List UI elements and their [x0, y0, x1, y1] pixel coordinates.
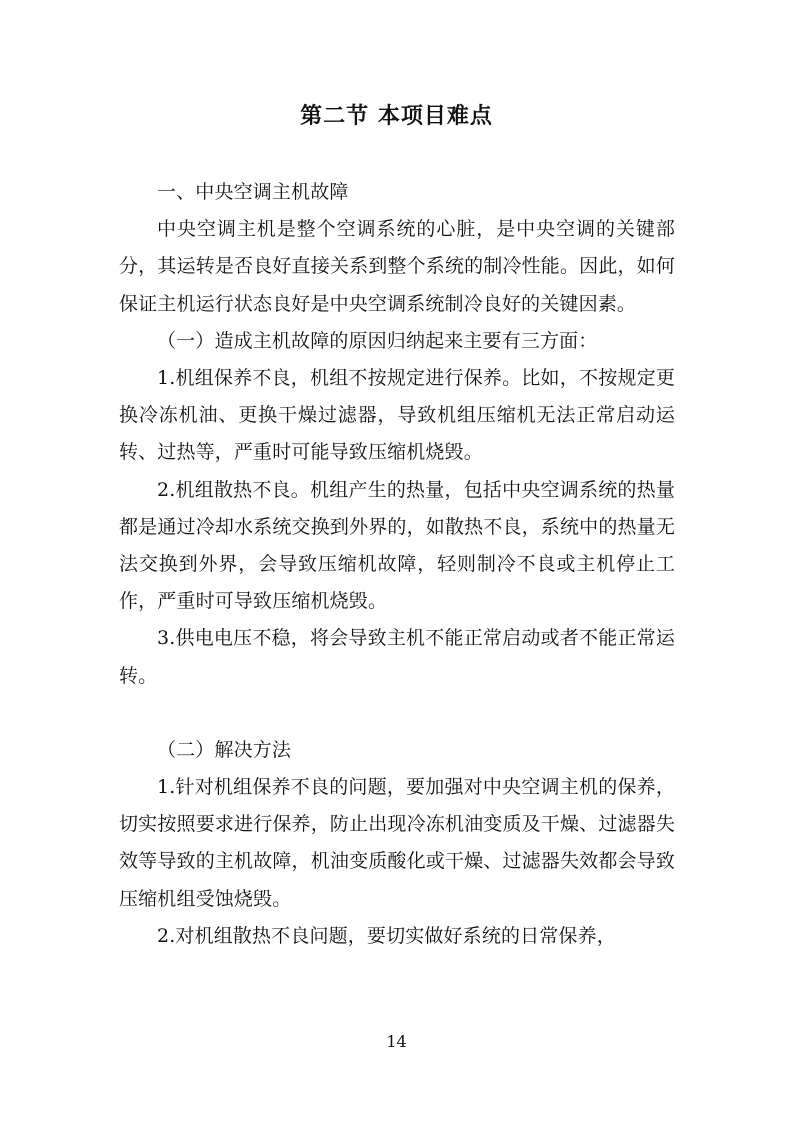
paragraph-fault-causes-heading: （一）造成主机故障的原因归纳起来主要有三方面： [157, 329, 598, 352]
body-text [119, 174, 675, 955]
blank-line [119, 695, 675, 732]
paragraph-cause-maintenance: 1.机组保养不良，机组不按规定进行保养。比如，不按规定更换冷冻机油、更换干燥过滤器，导致机组压缩机无法正常启动运转、过热等，严重时可能导致压缩机烧毁。 [119, 367, 675, 464]
paragraph-cause-heat-dissipation: 2.机组散热不良。机组产生的热量，包括中央空调系统的热量都是通过冷却水系统交换到外界的，如散热不良，系统中的热量无法交换到外界，会导致压缩机故障，轻则制冷不良或主机停止工作，严重时可导致压缩机烧毁。 [119, 478, 675, 613]
paragraph-solution-maintenance: 1.针对机组保养不良的问题，要加强对中央空调主机的保养，切实按照要求进行保养，防止出现冷冻机油变质及干燥、过滤器失效等导致的主机故障，机油变质酸化或干燥、过滤器失效都会导致压缩机组受蚀烧毁。 [119, 776, 675, 910]
paragraph-main-unit-importance: 中央空调主机是整个空调系统的心脏，是中央空调的关键部分，其运转是否良好直接关系到整个系统的制冷性能。因此，如何保证主机运行状态良好是中央空调系统制冷良好的关键因素。 [119, 218, 675, 315]
paragraph-cause-voltage: 3.供电电压不稳，将会导致主机不能正常启动或者不能正常运转。 [119, 627, 675, 687]
paragraph-solution-heat-dissipation: 2.对机组散热不良问题，要切实做好系统的日常保养， [157, 924, 616, 947]
subsection-heading-solutions: （二）解决方法 [157, 738, 292, 761]
section-title: 第二节 本项目难点 [300, 104, 493, 129]
page-number: 14 [386, 1032, 407, 1051]
subsection-heading-main-unit-fault: 一、中央空调主机故障 [157, 181, 349, 203]
